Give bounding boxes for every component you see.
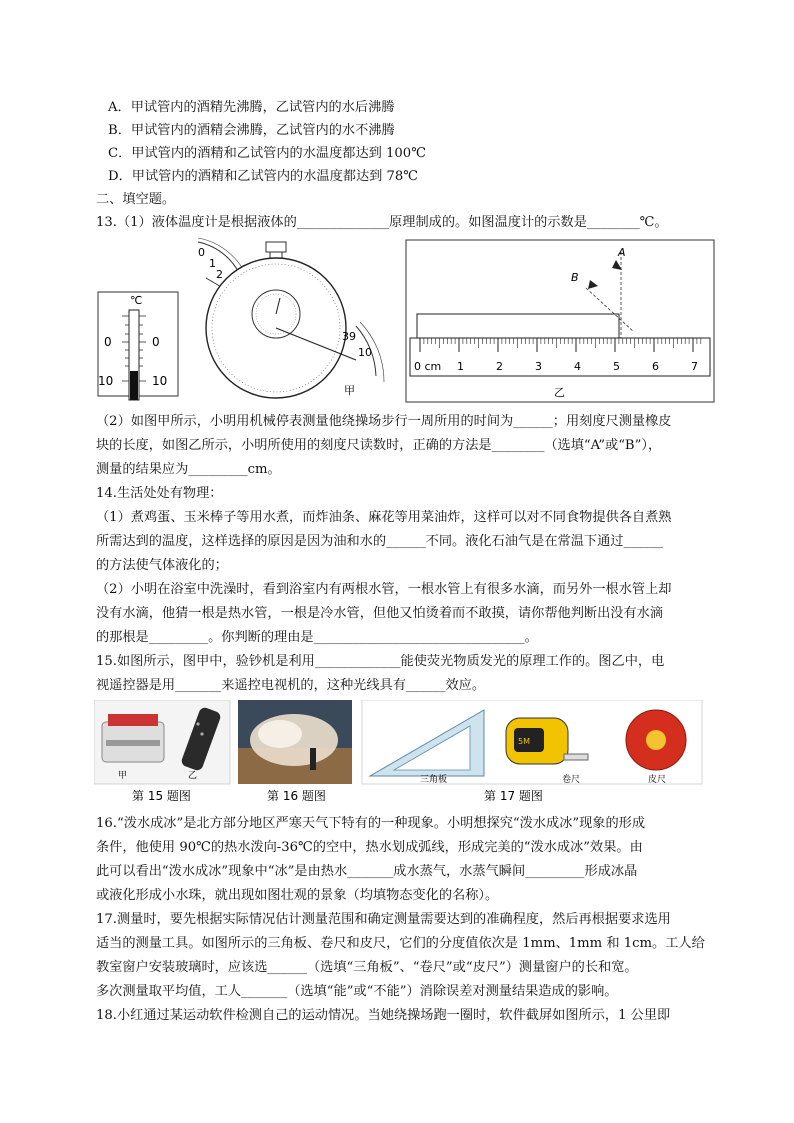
q14-line7: 的那根是_________。你判断的理由是________________________________。 <box>96 630 538 645</box>
q13-figure <box>94 236 716 408</box>
thermo-unit: ℃ <box>130 294 143 307</box>
q17-line3: 教室窗户安装玻璃时，应该选______（选填“三角板”、“卷尺”或“皮尺”）测量窗户的长和宽。 <box>96 960 638 975</box>
label-sanjiaoban: 三角板 <box>420 775 448 785</box>
q16-line2: 条件，他使用 90℃的热水泼向-36℃的空中，热水划成弧线，形成完美的“泼水成冰”效果。由 <box>96 840 643 855</box>
q13-line4: 测量的结果应为_________cm。 <box>96 462 281 477</box>
ruler-tick-7: 7 <box>691 360 698 373</box>
thermo-label-0-left: 0 <box>104 335 112 349</box>
q13-line2: （2）如图甲所示，小明用机械停表测量他绕操场步行一周所用的时间为______；用刻度尺测量橡皮 <box>96 414 672 429</box>
q14-line4: 的方法使气体液化的； <box>96 558 228 573</box>
q14-line6: 没有水滴，他猜一根是热水管，一根是冷水管，但他又怕烫着而不敢摸，请你帮他判断出没有水滴 <box>96 606 664 621</box>
label-jia: 甲 <box>344 384 355 397</box>
thermo-label-10-left: 10 <box>98 374 114 388</box>
ruler-tick-5: 5 <box>613 360 620 373</box>
option-c: C．甲试管内的酒精和乙试管内的水温度都达到 100℃ <box>108 146 426 161</box>
q14-line1: 14.生活处处有物理： <box>96 486 223 501</box>
option-b: B．甲试管内的酒精会沸腾，乙试管内的水不沸腾 <box>108 123 395 138</box>
q15-photo <box>94 700 230 803</box>
q16-photo <box>238 700 352 803</box>
dial-small-0: 0 <box>198 246 205 259</box>
dial-small-1: 1 <box>209 257 216 270</box>
dial-large-39: 39 <box>342 330 356 343</box>
thermometer <box>98 292 178 400</box>
q14-line5: （2）小明在浴室中洗澡时，看到浴室内有两根水管，一根水管上有很多水滴，而另外一根水管上却 <box>96 582 672 597</box>
caption-q17: 第 17 题图 <box>484 789 543 803</box>
q15-label-yi: 乙 <box>188 771 198 781</box>
dial-large-10: 10 <box>358 346 372 359</box>
ruler <box>406 240 714 402</box>
ruler-tick-6: 6 <box>652 360 659 373</box>
thermo-label-10-right: 10 <box>152 374 168 388</box>
ruler-unit: 0 cm <box>414 360 442 373</box>
label-pichi: 皮尺 <box>648 775 667 785</box>
q16-line1: 16.“泼水成冰”是北方部分地区严寒天气下特有的一种现象。小明想探究“泼水成冰”现象的形成 <box>96 816 646 831</box>
q15-line1: 15.如图所示，图甲中，验钞机是利用_____________能使荧光物质发光的原理工作的。图乙中，电 <box>96 654 665 669</box>
q17-line1: 17.测量时，要先根据实际情况估计测量范围和确定测量需要达到的准确程度，然后再根据要求选用 <box>96 912 671 927</box>
tape-brand: 5M <box>518 737 530 746</box>
q17-line4: 多次测量取平均值，工人_______（选填“能”或“不能”）消除误差对测量结果造成的影响。 <box>96 984 618 999</box>
q18-line1: 18.小红通过某运动软件检测自己的运动情况。当她绕操场跑一圈时，软件截屏如图所示，1 公里即 <box>96 1008 671 1023</box>
eye-a-label: A <box>618 246 626 259</box>
q16-line4: 或液化形成小水珠，就出现如图壮观的景象（均填物态变化的名称）。 <box>96 888 499 903</box>
q14-line2: （1）煮鸡蛋、玉米棒子等用水煮，而炸油条、麻花等用菜油炸，这样可以对不同食物提供各自煮熟 <box>96 510 672 525</box>
ruler-tick-4: 4 <box>574 360 581 373</box>
dial-small-2: 2 <box>216 268 223 281</box>
ruler-tick-3: 3 <box>535 360 542 373</box>
q15-line2: 视遥控器是用_______来遥控电视机的，这种光线具有______效应。 <box>96 678 486 693</box>
ruler-tick-2: 2 <box>496 360 503 373</box>
option-d: D．甲试管内的酒精和乙试管内的水温度都达到 78℃ <box>108 169 419 184</box>
thermo-label-0-right: 0 <box>152 335 160 349</box>
label-juanchi: 卷尺 <box>562 775 581 785</box>
caption-q16: 第 16 题图 <box>267 789 326 803</box>
q17-line2: 适当的测量工具。如图所示的三角板、卷尺和皮尺，它们的分度值依次是 1mm、1mm 和 1cm。工人给 <box>96 936 705 951</box>
q13-line3: 块的长度，如图乙所示，小明所使用的刻度尺读数时，正确的方法是________（选填“A”或“B”）， <box>96 438 662 453</box>
figure-row <box>94 700 704 808</box>
q16-line3: 此可以看出“泼水成冰”现象中“冰”是由热水_______成水蒸气，水蒸气瞬间_________形成冰晶 <box>96 864 638 879</box>
q17-photo <box>362 700 702 803</box>
label-yi: 乙 <box>554 386 565 399</box>
caption-q15: 第 15 题图 <box>132 789 191 803</box>
stopwatch <box>198 238 384 398</box>
eye-b-label: B <box>571 271 579 284</box>
q14-line3: 所需达到的温度，这样选择的原因是因为油和水的______不同。液化石油气是在常温下通过______ <box>96 534 664 549</box>
q13-line1: 13.（1）液体温度计是根据液体的______________原理制成的。如图温度计的示数是________℃。 <box>96 215 668 230</box>
option-a: A．甲试管内的酒精先沸腾，乙试管内的水后沸腾 <box>108 100 395 115</box>
section-title: 二、填空题。 <box>96 192 176 207</box>
q15-label-jia: 甲 <box>118 771 128 781</box>
ruler-tick-1: 1 <box>457 360 464 373</box>
